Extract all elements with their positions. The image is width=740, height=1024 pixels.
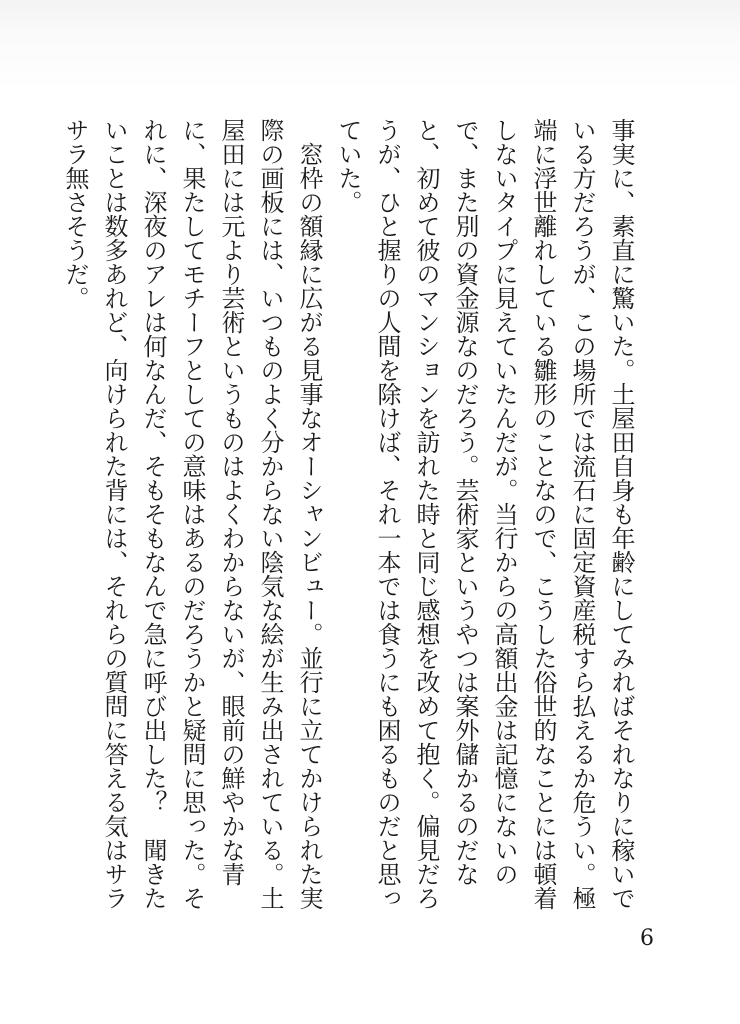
page-number: 6 [640,926,654,951]
vertical-text-body [55,118,640,918]
paragraph-2: 窓枠の額縁に広がる見事なオーシャンビュー。並行に立てかけられた実際の画板には、いつものよく分からない陰気な絵が生み出されている。土屋田には元より芸術というものはよくわからないが、眼前の鮮やかな青に、果たしてモチーフとしての意味はあるのだろうかと疑問に思った。それに、深夜のアレは何なんだ、そもそもなんで急に呼び出した？ 聞きたいことは数多あれど、向けられた背には、それらの質問に答える気はサラサラ無さそうだ。 [61,118,323,910]
paragraph-1: 事実に、素直に驚いた。土屋田自身も年齢にしてみればそれなりに稼いでいる方だろうが、この場所では流石に固定資産税すら払えるか危うい。極端に浮世離れしている雛形のことなので、こうした俗世的なことには頓着しないタイプに見えていたんだが。当行からの高額出金は記憶にないので、また別の資金源なのだろう。芸術家というやつは案外儲かるのだなと、初めて彼のマンションを訪れた時と同じ感想を改めて抱く。偏見だろうが、ひと握りの人間を除けば、それ一本では食うにも困るものだと思っていた。 [334,118,635,910]
